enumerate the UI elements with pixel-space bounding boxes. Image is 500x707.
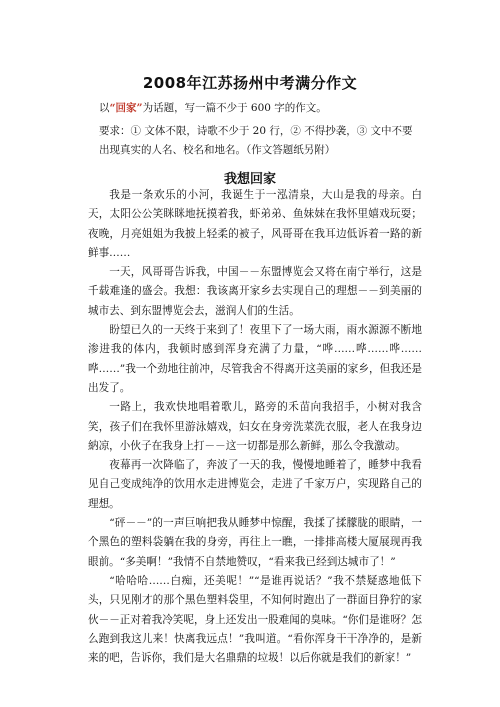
requirements-text: 要求：① 文体不限，诗歌不少于 20 行，② 不得抄袭，③ 文中不要出现真实的人名、校名和地名。（作文答题纸另附）: [99, 125, 413, 156]
paragraph: 我是一条欢乐的小河，我诞生于一泓清泉，大山是我的母亲。白天，太阳公公笑眯眯地抚摸着我，虾弟弟、鱼妹妹在我怀里嬉戏玩耍；夜晚，月亮姐姐为我披上轻柔的被子，风哥哥在我耳边低诉着一路的新鲜事……: [88, 189, 422, 259]
paragraph: “砰－－”的一声巨响把我从睡梦中惊醒，我揉了揉朦胧的眼睛，一个黑色的塑料袋躺在我的身旁，再往上一瞧，一排排高楼大厦展现再我眼前。“多美啊！”我情不自禁地赞叹，“看来我已经到达城市了！”: [88, 517, 422, 568]
paragraph: 盼望已久的一天终于来到了！夜里下了一场大雨，雨水源源不断地渗进我的体内，我顿时感到浑身充满了力量，“哗……哗……哗……哗……”我一个劲地往前冲，尽管我舍不得离开这美丽的家乡，但我还是出发了。: [88, 324, 422, 394]
paragraph: 一路上，我欢快地唱着歌儿，路旁的禾苗向我招手，小树对我含笑，孩子们在我怀里游泳嬉戏，妇女在身旁洗菜洗衣服，老人在我身边納凉，小伙子在我身上打－－这一切都是那么新鲜，那么令我激动。: [88, 401, 422, 452]
paragraph: “哈哈哈……白痴，还美呢！”“是谁再说话？”我不禁疑惑地低下头，只见刚才的那个黑色塑料袋里，不知何时跑出了一群面目狰狞的家伙－－正对着我冷笑呢，身上还发出一股难闻的臭味。“你们是谁呀？怎么跑到我这儿来！快离我远点！”我叫道。“看你浑身干干净净的，是新来的吧，告诉你，我们是大名鼎鼎的垃圾！以后你就是我们的新家！”: [88, 574, 422, 665]
essay-body: [88, 186, 422, 668]
document-title: 2008年江苏扬州中考满分作文: [142, 74, 358, 92]
paragraph: 夜幕再一次降临了，奔波了一天的我，慢慢地睡着了，睡梦中我看见自己变成纯净的饮用水走进博览会，走进了千家万户，实现路自己的理想。: [88, 459, 422, 510]
prompt-line: [99, 99, 422, 118]
prompt-prefix: 以: [99, 102, 110, 114]
essay-title: 我想回家: [223, 172, 276, 187]
prompt-topic: “回家”: [109, 102, 143, 114]
paragraph: 一天，风哥哥告诉我，中国－－东盟博览会又将在南宁举行，这是千载难逢的盛会。我想：我该离开家乡去实现自己的理想－－到美丽的城市去、到东盟博览会去，滋润人们的生活。: [88, 266, 422, 317]
prompt-suffix: 为话题，写一篇不少于 600 字的作文。: [142, 102, 327, 114]
